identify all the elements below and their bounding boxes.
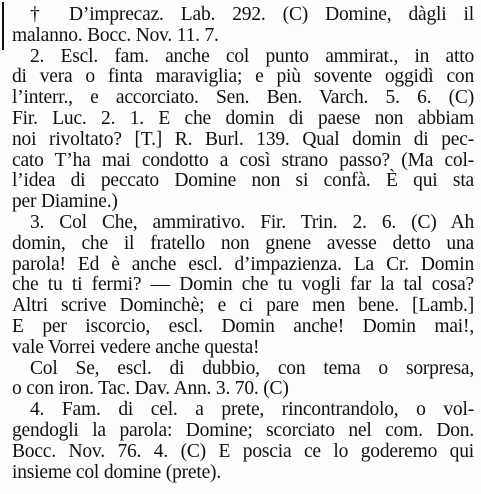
text-line: † D’imprecaz. Lab. 292. (C) Domine, dàgli il bbox=[30, 4, 474, 25]
text-line: Altri scrive Dominchè; e ci pare men bene. [Lamb.] bbox=[12, 295, 474, 317]
text-line: l’interr., e accorciato. Sen. Ben. Varch. 5. 6. (C) bbox=[12, 87, 474, 109]
text-line: vale Vorrei vedere anche questa! bbox=[12, 336, 260, 358]
text-line: 4. Fam. di cel. a prete, rincontrandolo, o vol- bbox=[30, 399, 474, 421]
text-line: di vera o finta maraviglia; e più sovente oggidì con bbox=[12, 66, 474, 88]
text-line: 3. Col Che, ammirativo. Fir. Trin. 2. 6. (C) Ah bbox=[30, 212, 474, 233]
text-line: per Diamine.) bbox=[12, 191, 118, 213]
text-line: Bocc. Nov. 76. 4. (C) E poscia ce lo goderemo qui bbox=[12, 440, 474, 462]
text-line: parola! Ed è anche escl. d’impazienza. La Cr. Domin bbox=[12, 253, 474, 275]
text-line: cato T’ha mai condotto a così strano passo? (Ma col- bbox=[12, 149, 474, 171]
text-line: insieme col domine (prete). bbox=[12, 461, 222, 483]
text-line: che tu ti fermi? — Domin che tu vogli far la tal cosa? bbox=[12, 274, 474, 296]
text-line: o con iron. Tac. Dav. Ann. 3. 70. (C) bbox=[12, 378, 289, 400]
text-line: l’idea di peccato Domine non si confà. È qui sta bbox=[12, 170, 474, 192]
text-line: gendogli la parola: Domine; scorciato nel com. Don. bbox=[12, 420, 474, 441]
text-line: malanno. Bocc. Nov. 11. 7. bbox=[12, 24, 219, 46]
text-line: Fir. Luc. 2. 1. E che domin di paese non abbiam bbox=[12, 108, 474, 129]
margin-rule bbox=[2, 2, 4, 50]
text-line: noi rivoltato? [T.] R. Burl. 139. Qual domin di pec- bbox=[12, 128, 474, 150]
text-line: E per iscorcio, escl. Domin anche! Domin mai!, bbox=[12, 316, 474, 337]
text-line: Col Se, escl. di dubbio, con tema o sorpresa, bbox=[30, 357, 474, 379]
text-line: domin, che il fratello non gnene avesse detto una bbox=[12, 232, 474, 254]
text-line: 2. Escl. fam. anche col punto ammirat., in atto bbox=[30, 45, 474, 67]
